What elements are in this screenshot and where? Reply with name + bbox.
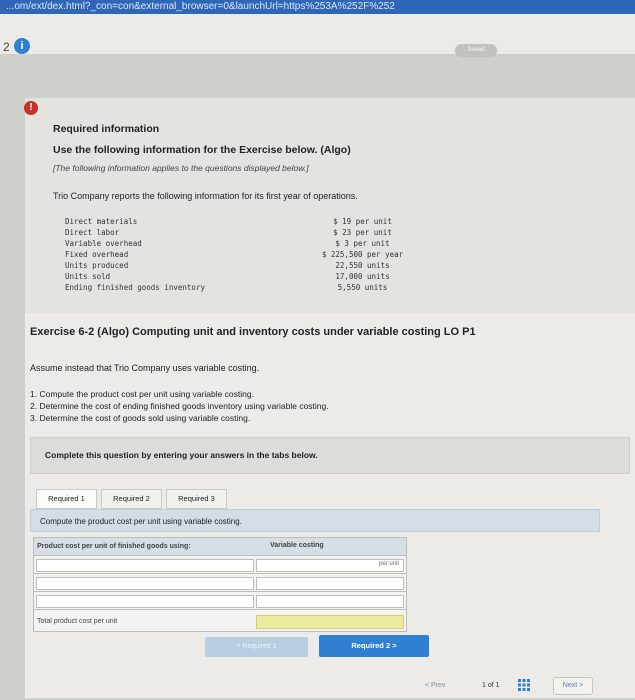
cost-item-input[interactable] [36,595,254,608]
row-label: Units produced [65,261,129,270]
task-item: 1. Compute the product cost per unit using variable costing. [30,389,254,399]
page-indicator: 1 of 1 [482,682,500,689]
row-label: Units sold [65,272,111,281]
question-header [0,14,635,54]
row-label: Direct materials [65,217,138,226]
tab-required-3[interactable]: Required 3 [166,489,227,509]
info-intro: Trio Company reports the following information for its first year of operations. [53,191,358,201]
row-label: Ending finished goods inventory [65,283,205,292]
table-row [65,249,420,260]
table-row [65,271,420,282]
row-value: 5,550 units [337,283,388,292]
total-row [34,612,406,632]
tab-instruction: Compute the product cost per unit using variable costing. [40,517,242,526]
next-button[interactable]: Next > [553,677,593,695]
info-note: [The following information applies to the questions displayed below.] [53,163,309,173]
cost-amount-input[interactable] [256,595,404,608]
tab-required-2[interactable]: Required 2 [101,489,162,509]
row-value: 22,550 units [335,261,390,270]
grid-header [34,538,406,556]
per-unit-label: per unit [378,561,399,567]
cost-item-input[interactable] [36,577,254,590]
task-item: 2. Determine the cost of ending finished goods inventory using variable costing. [30,401,329,411]
browser-url-bar[interactable]: ...om/ext/dex.html?_con=con&external_browser=0&launchUrl=https%253A%252F%252 [0,0,635,14]
instructions-text: Complete this question by entering your answers in the tabs below. [45,450,318,460]
question-number: 2 [3,40,10,54]
total-input[interactable] [256,615,404,629]
row-value: $ 225,500 per year [321,250,404,259]
given-data-table [65,216,420,293]
tab-required-1[interactable]: Required 1 [36,489,97,509]
table-row [65,282,420,293]
total-label: Total product cost per unit [37,618,118,625]
saved-badge: Saved [455,44,497,57]
cost-amount-input[interactable] [256,577,404,590]
grid-header-label: Product cost per unit of finished goods using: [37,543,191,550]
prev-button[interactable]: < Prev [425,682,446,689]
table-row [65,216,420,227]
cost-item-input[interactable] [36,559,254,572]
table-row [65,227,420,238]
exercise-title: Exercise 6-2 (Algo) Computing unit and inventory costs under variable costing LO P1 [30,326,476,338]
previous-required-button[interactable]: < Required 1 [205,637,308,657]
cost-amount-input[interactable] [256,559,404,572]
row-value: $ 3 per unit [335,239,390,248]
table-row [34,575,406,592]
row-label: Direct labor [65,228,120,237]
row-label: Fixed overhead [65,250,129,259]
row-value: $ 23 per unit [333,228,392,237]
required-info-title: Required information [53,123,160,135]
info-icon[interactable]: i [14,38,30,54]
table-row [65,260,420,271]
next-required-button[interactable]: Required 2 > [319,635,429,657]
table-row [34,557,406,574]
instructions-box [30,437,630,474]
answer-grid [33,537,407,632]
grid-header-costing: Variable costing [270,542,324,549]
task-item: 3. Determine the cost of goods sold using variable costing. [30,413,251,423]
table-row [65,238,420,249]
tab-instruction-bar [30,509,600,532]
table-row [34,593,406,610]
grid-icon[interactable] [518,679,530,691]
row-value: $ 19 per unit [333,217,392,226]
info-heading: Use the following information for the Exercise below. (Algo) [53,144,351,156]
row-value: 17,000 units [335,272,390,281]
exercise-assumption: Assume instead that Trio Company uses variable costing. [30,363,260,373]
row-label: Variable overhead [65,239,142,248]
alert-icon: ! [24,101,38,115]
